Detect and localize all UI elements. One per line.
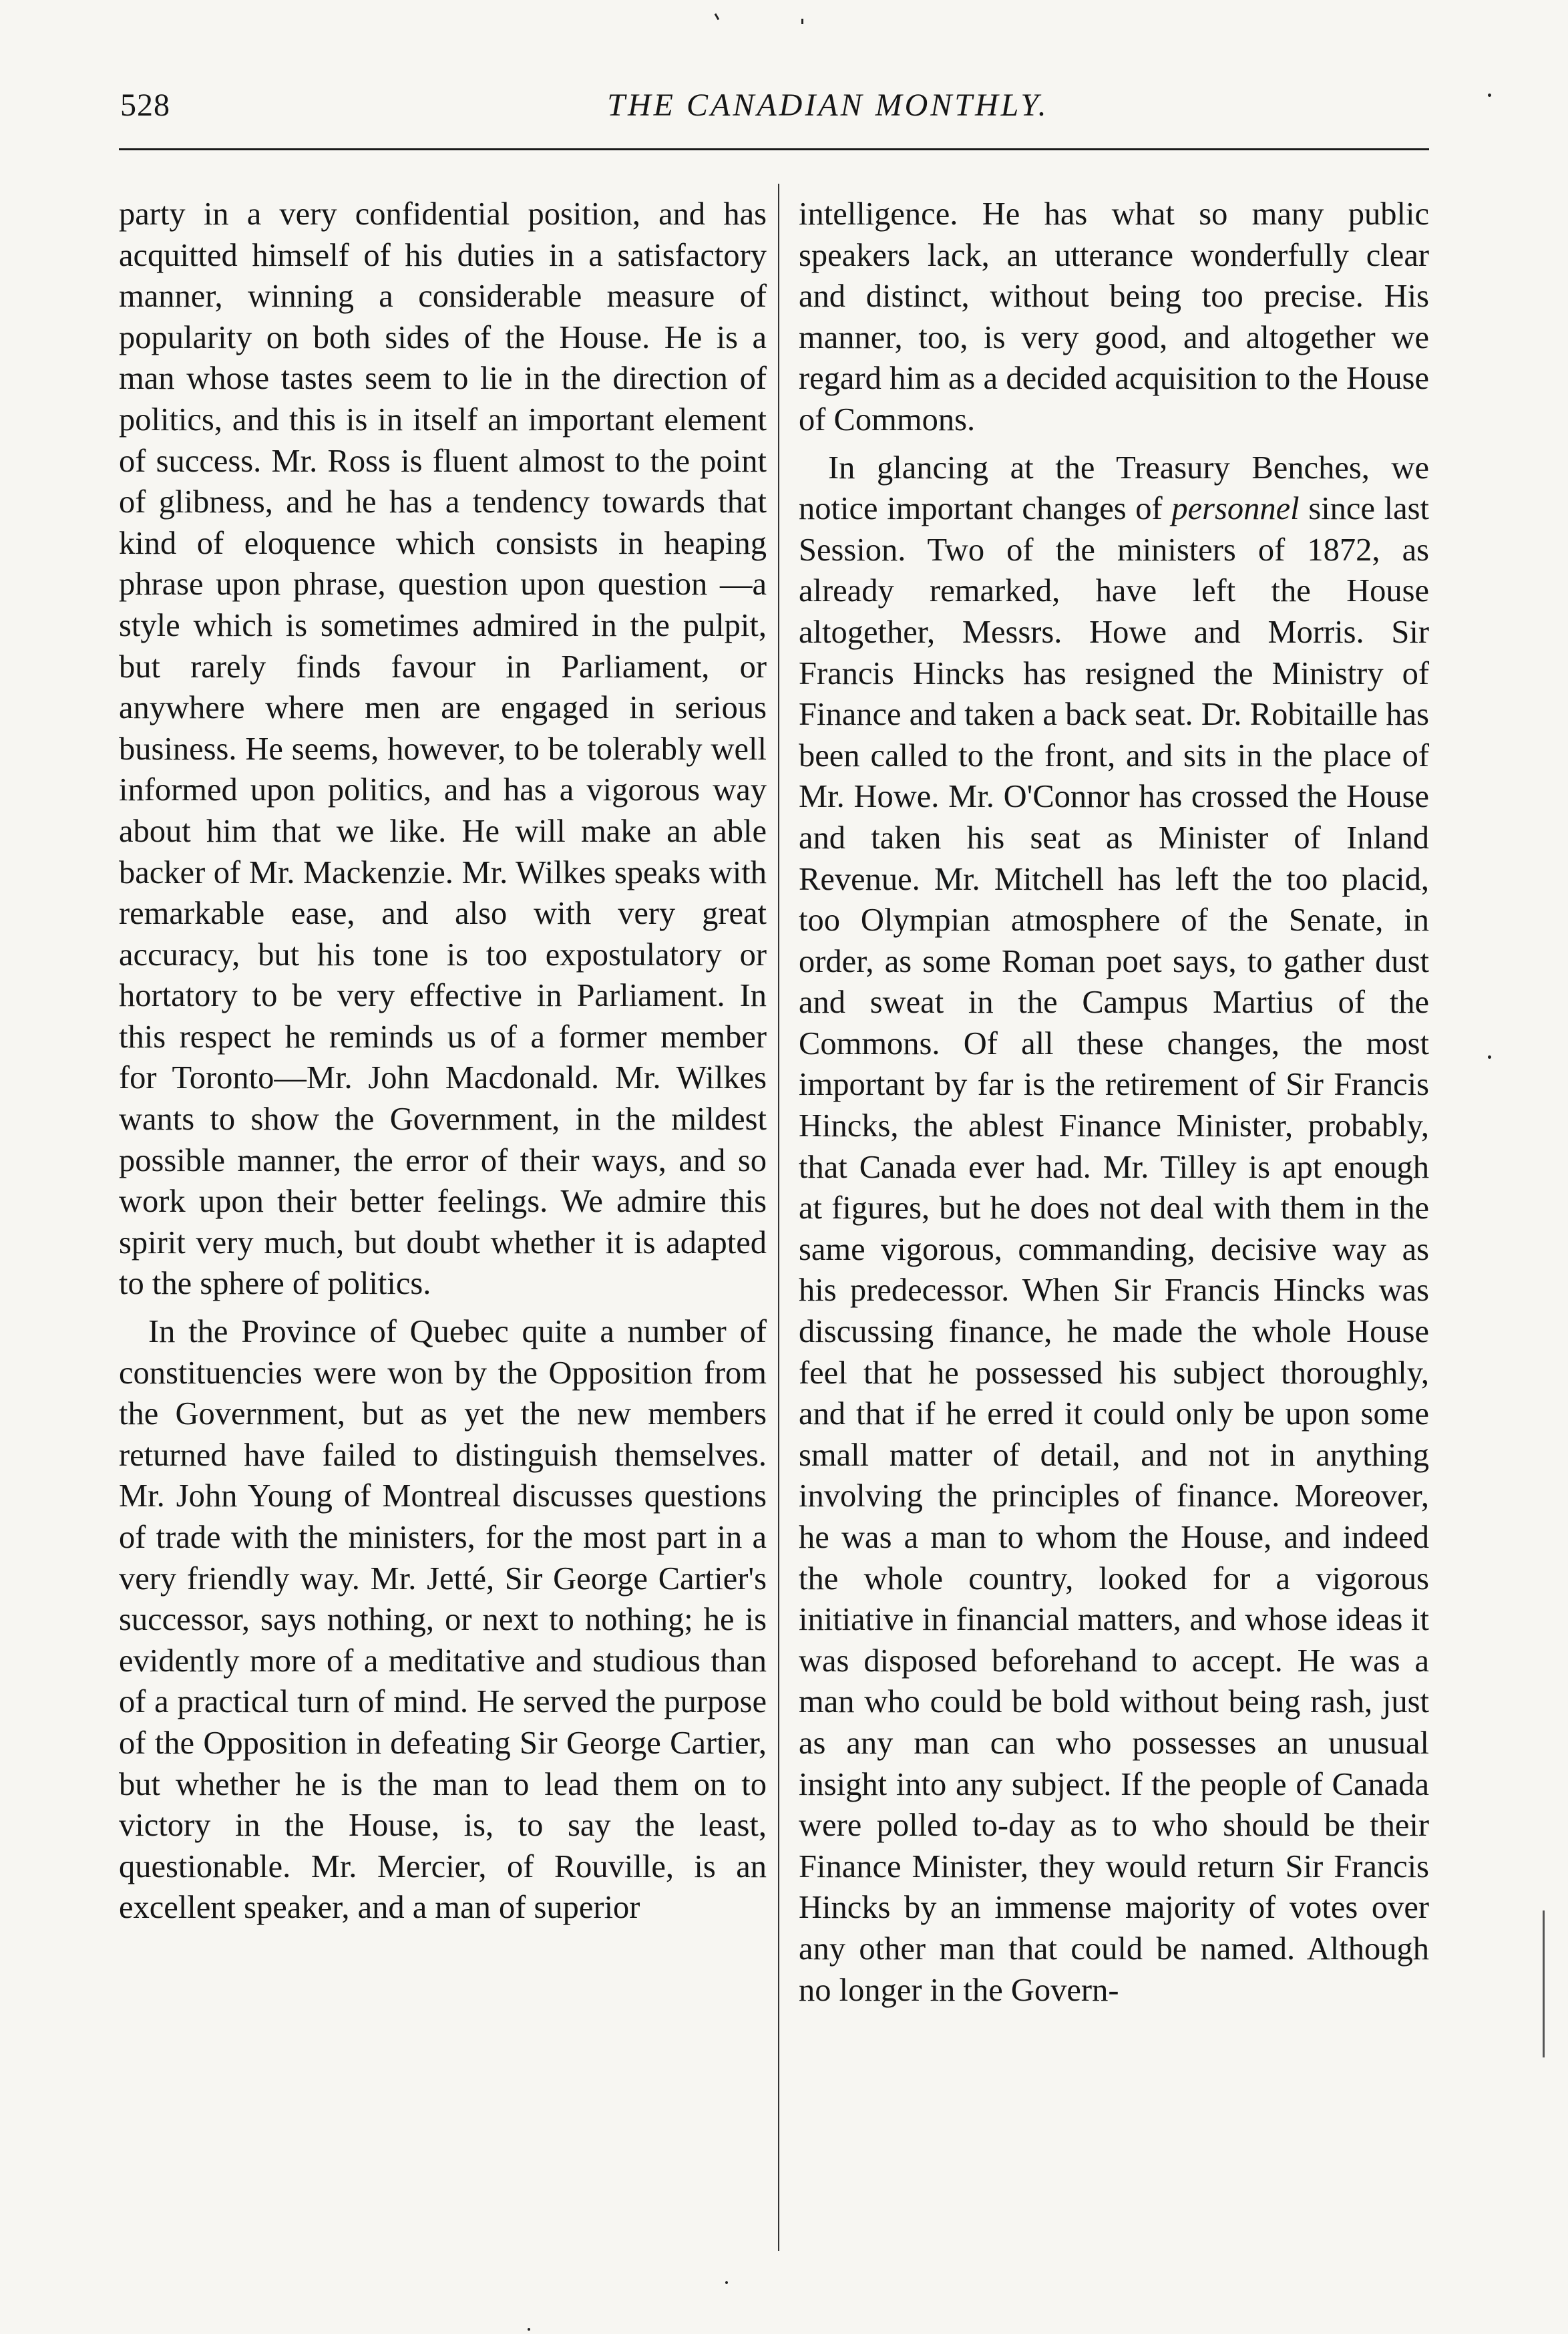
column-divider <box>778 184 779 2251</box>
paragraph: intelligence. He has what so many public speakers lack, an utterance wonderfully clear and distinct, without being too precise. His manner, too, is very good, and altogether we regard him as a decided acquisition to the House of Commons. <box>799 196 1429 438</box>
text-run: In glancing at the Treasury Benches, we notice important changes of <box>799 450 1429 527</box>
paragraph: In the Province of Quebec quite a number of constituencies were won by the Opposition from the Government, but as yet the new members returned have failed to distinguish themselves. Mr. John Young of Montreal discusses questions of trade with the ministers, for the most part in a very friendly way. Mr. Jetté, Sir George Cartier's successor, says nothing, or next to nothing; he is evidently more of a meditative and studious than of a practical turn of mind. He served the purpose of the Opposition in defeating Sir George Cartier, but whether he is the man to lead them on to victory in the House, is, to say the least, questionable. Mr. Mercier, of Rouville, is an excellent speaker, and a man of superior <box>119 1314 767 1926</box>
scan-speck <box>725 2281 728 2284</box>
paragraph <box>799 448 1429 2011</box>
left-column <box>119 194 767 1929</box>
scan-speck <box>1488 94 1491 97</box>
text-run: since last Session. Two of the ministers of 1872, as already remarked, have left the House altogether, Messrs. Howe and Morris. Sir Francis Hincks has resigned the Ministry of Finance and taken a back seat. Dr. Robitaille has been called to the front, and sits in the place of Mr. Howe. Mr. O'Connor has crossed the House and taken his seat as Minister of Inland Revenue. Mr. Mitchell has left the too placid, too Olympian atmosphere of the Senate, in order, as some Roman poet says, to gather dust and sweat in the Campus Martius of the Commons. Of all these changes, the most important by far is the retirement of Sir Francis Hincks, the ablest Finance Minister, probably, that Canada ever had. Mr. Tilley is apt enough at figures, but he does not deal with them in the same vigorous, commanding, decisive way as his predecessor. When Sir Francis Hincks was discussing finance, he made the whole House feel that he possessed his subject thoroughly, and that if he erred it could only be upon some small matter of detail, and not in anything involving the principles of finance. Moreover, he was a man to whom the House, and indeed the whole country, looked for a vigorous initiative in financial matters, and whose ideas it was disposed beforehand to accept. He was a man who could be bold without being rash, just as any man can who possesses an unusual insight into any subject. If the people of Canada were polled to-day as to who should be their Finance Minister, they would return Sir Francis Hincks by an immense majority of votes over any other man that could be named. Although no longer in the Govern- <box>799 491 1429 2008</box>
header-rule <box>119 148 1429 150</box>
italic-word: personnel <box>1171 491 1300 527</box>
scan-speck <box>801 19 803 24</box>
scan-speck <box>1488 1055 1491 1059</box>
running-head: THE CANADIAN MONTHLY. <box>607 88 1049 123</box>
page-number: 528 <box>120 88 170 123</box>
right-column <box>799 194 1429 2011</box>
scan-speck <box>528 2328 530 2331</box>
scan-speck <box>1543 1910 1545 2057</box>
paragraph: party in a very confidential position, and has acquitted himself of his duties in a satisfactory manner, winning a considerable measure of popularity on both sides of the House. He is a man whose tastes seem to lie in the direction of politics, and this is in itself an important element of success. Mr. Ross is fluent almost to the point of glibness, and he has a tendency towards that kind of eloquence which consists in heaping phrase upon phrase, question upon question —a style which is sometimes admired in the pulpit, but rarely finds favour in Parliament, or anywhere where men are engaged in serious business. He seems, however, to be tolerably well informed upon politics, and has a vigorous way about him that we like. He will make an able backer of Mr. Mackenzie. Mr. Wilkes speaks with remarkable ease, and also with very great accuracy, but his tone is too expostulatory or hortatory to be very effective in Parliament. In this respect he reminds us of a former member for Toronto—Mr. John Macdonald. Mr. Wilkes wants to show the Government, in the mildest possible manner, the error of their ways, and so work upon their better feelings. We admire this spirit very much, but doubt whether it is adapted to the sphere of politics. <box>119 196 767 1302</box>
scan-speck <box>715 13 720 20</box>
